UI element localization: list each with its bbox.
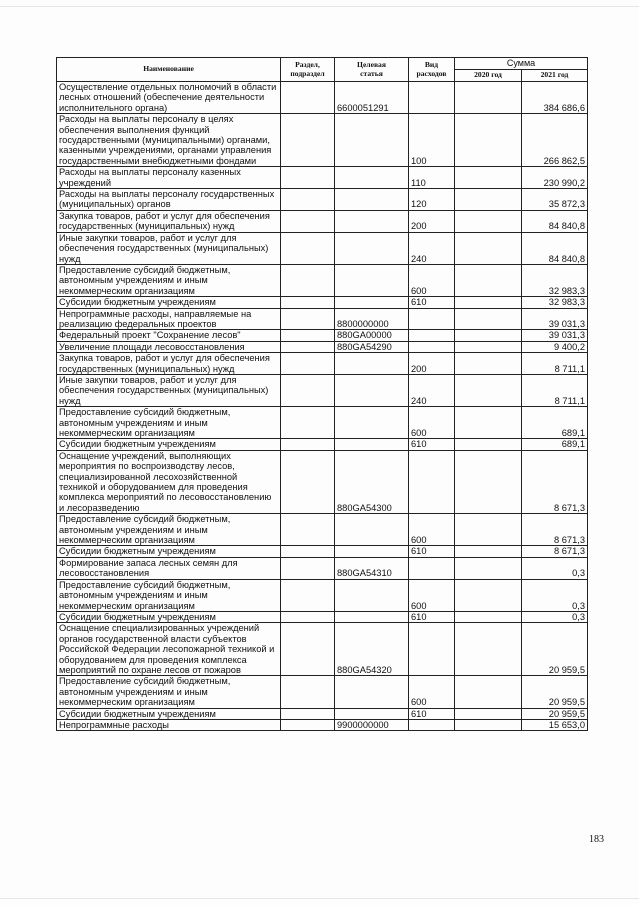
row-2020-cell bbox=[455, 167, 522, 189]
row-section-cell bbox=[281, 210, 335, 232]
row-target-cell: 880GA54320 bbox=[335, 623, 409, 676]
row-name-cell: Осуществление отдельных полномочий в области лесных отношений (обеспечение деятельности исполнительного органа) bbox=[57, 82, 281, 114]
row-kind-cell: 240 bbox=[409, 232, 455, 264]
row-kind-cell bbox=[409, 82, 455, 114]
row-name-cell: Предоставление субсидий бюджетным, автономным учреждениям и иным некоммерческим организациям bbox=[57, 407, 281, 439]
row-2021-cell: 39 031,3 bbox=[522, 308, 588, 330]
row-2021-cell: 0,3 bbox=[522, 557, 588, 579]
row-target-cell: 880GA54310 bbox=[335, 557, 409, 579]
row-target-cell bbox=[335, 407, 409, 439]
row-kind-cell bbox=[409, 623, 455, 676]
row-section-cell bbox=[281, 514, 335, 546]
row-kind-cell bbox=[409, 450, 455, 513]
row-target-cell bbox=[335, 546, 409, 557]
row-2021-cell: 689,1 bbox=[522, 407, 588, 439]
row-target-cell bbox=[335, 264, 409, 296]
row-target-cell bbox=[335, 708, 409, 719]
row-name-cell: Субсидии бюджетным учреждениям bbox=[57, 439, 281, 450]
row-2021-cell: 35 872,3 bbox=[522, 189, 588, 211]
table-row bbox=[57, 611, 588, 622]
row-kind-cell: 600 bbox=[409, 407, 455, 439]
row-2020-cell bbox=[455, 264, 522, 296]
row-name-cell: Оснащение учреждений, выполняющих мероприятия по воспроизводству лесов, специализированной лесохозяйственной техникой и оборудованием для проведения комплекса мероприятий по лесовосстановлению и лесоразведению bbox=[57, 450, 281, 513]
row-2020-cell bbox=[455, 297, 522, 308]
row-kind-cell bbox=[409, 330, 455, 341]
row-name-cell: Непрограммные расходы, направляемые на реализацию федеральных проектов bbox=[57, 308, 281, 330]
row-section-cell bbox=[281, 374, 335, 406]
row-2021-cell: 20 959,5 bbox=[522, 708, 588, 719]
row-target-cell bbox=[335, 374, 409, 406]
scan-edge-bottom bbox=[0, 898, 639, 899]
row-section-cell bbox=[281, 450, 335, 513]
table-row bbox=[57, 264, 588, 296]
row-target-cell bbox=[335, 353, 409, 375]
table-row bbox=[57, 210, 588, 232]
table-row bbox=[57, 579, 588, 611]
row-target-cell: 9900000000 bbox=[335, 719, 409, 730]
row-2021-cell: 15 653,0 bbox=[522, 719, 588, 730]
row-2021-cell: 32 983,3 bbox=[522, 297, 588, 308]
row-2020-cell bbox=[455, 557, 522, 579]
row-section-cell bbox=[281, 611, 335, 622]
row-2021-cell: 8 711,1 bbox=[522, 353, 588, 375]
row-2021-cell: 9 400,2 bbox=[522, 341, 588, 352]
row-section-cell bbox=[281, 407, 335, 439]
row-2020-cell bbox=[455, 719, 522, 730]
row-2020-cell bbox=[455, 514, 522, 546]
row-2020-cell bbox=[455, 189, 522, 211]
scan-edge-top bbox=[0, 6, 639, 7]
row-kind-cell: 600 bbox=[409, 579, 455, 611]
row-name-cell: Формирование запаса лесных семян для лесовосстановления bbox=[57, 557, 281, 579]
row-section-cell bbox=[281, 439, 335, 450]
row-kind-cell: 200 bbox=[409, 210, 455, 232]
row-name-cell: Предоставление субсидий бюджетным, автономным учреждениям и иным некоммерческим организациям bbox=[57, 264, 281, 296]
table-row bbox=[57, 623, 588, 676]
row-name-cell: Иные закупки товаров, работ и услуг для обеспечения государственных (муниципальных) нужд bbox=[57, 232, 281, 264]
row-2020-cell bbox=[455, 353, 522, 375]
table-row bbox=[57, 232, 588, 264]
row-kind-cell: 110 bbox=[409, 167, 455, 189]
row-kind-cell: 610 bbox=[409, 297, 455, 308]
row-name-cell: Субсидии бюджетным учреждениям bbox=[57, 708, 281, 719]
row-2020-cell bbox=[455, 546, 522, 557]
row-2021-cell: 8 671,3 bbox=[522, 546, 588, 557]
header-sum: Сумма bbox=[455, 58, 588, 70]
row-kind-cell bbox=[409, 308, 455, 330]
row-kind-cell: 610 bbox=[409, 611, 455, 622]
row-2020-cell bbox=[455, 708, 522, 719]
row-name-cell: Закупка товаров, работ и услуг для обеспечения государственных (муниципальных) нужд bbox=[57, 210, 281, 232]
row-section-cell bbox=[281, 719, 335, 730]
row-name-cell: Федеральный проект "Сохранение лесов" bbox=[57, 330, 281, 341]
row-name-cell: Предоставление субсидий бюджетным, автономным учреждениям и иным некоммерческим организациям bbox=[57, 579, 281, 611]
row-kind-cell bbox=[409, 557, 455, 579]
row-2021-cell: 84 840,8 bbox=[522, 232, 588, 264]
row-target-cell bbox=[335, 114, 409, 167]
row-kind-cell: 120 bbox=[409, 189, 455, 211]
row-2021-cell: 84 840,8 bbox=[522, 210, 588, 232]
row-name-cell: Предоставление субсидий бюджетным, автономным учреждениям и иным некоммерческим организациям bbox=[57, 676, 281, 708]
row-section-cell bbox=[281, 546, 335, 557]
table-row bbox=[57, 82, 588, 114]
row-section-cell bbox=[281, 557, 335, 579]
row-kind-cell: 240 bbox=[409, 374, 455, 406]
row-target-cell bbox=[335, 232, 409, 264]
row-target-cell bbox=[335, 579, 409, 611]
row-target-cell: 6600051291 bbox=[335, 82, 409, 114]
row-target-cell bbox=[335, 210, 409, 232]
row-kind-cell: 610 bbox=[409, 708, 455, 719]
row-2020-cell bbox=[455, 611, 522, 622]
table-row bbox=[57, 719, 588, 730]
row-kind-cell: 600 bbox=[409, 514, 455, 546]
header-2020: 2020 год bbox=[455, 70, 522, 82]
row-2020-cell bbox=[455, 330, 522, 341]
row-name-cell: Увеличение площади лесовосстановления bbox=[57, 341, 281, 352]
row-target-cell bbox=[335, 676, 409, 708]
row-section-cell bbox=[281, 330, 335, 341]
row-target-cell bbox=[335, 611, 409, 622]
row-2020-cell bbox=[455, 114, 522, 167]
table-row bbox=[57, 114, 588, 167]
row-name-cell: Закупка товаров, работ и услуг для обеспечения государственных (муниципальных) нужд bbox=[57, 353, 281, 375]
row-kind-cell bbox=[409, 341, 455, 352]
row-2020-cell bbox=[455, 210, 522, 232]
header-2021: 2021 год bbox=[522, 70, 588, 82]
row-section-cell bbox=[281, 297, 335, 308]
row-2021-cell: 689,1 bbox=[522, 439, 588, 450]
table-row bbox=[57, 353, 588, 375]
row-2020-cell bbox=[455, 374, 522, 406]
row-section-cell bbox=[281, 353, 335, 375]
header-section: Раздел, подраздел bbox=[281, 58, 335, 82]
row-2020-cell bbox=[455, 341, 522, 352]
row-name-cell: Расходы на выплаты персоналу в целях обеспечения выполнения функций государственными (муниципальными) органами, казенными учреждениями, органами управления государственными внебюджетными фондами bbox=[57, 114, 281, 167]
header-kind: Вид расходов bbox=[409, 58, 455, 82]
row-2021-cell: 230 990,2 bbox=[522, 167, 588, 189]
row-2020-cell bbox=[455, 450, 522, 513]
row-2021-cell: 384 686,6 bbox=[522, 82, 588, 114]
table-row bbox=[57, 297, 588, 308]
table-row bbox=[57, 676, 588, 708]
row-name-cell: Иные закупки товаров, работ и услуг для обеспечения государственных (муниципальных) нужд bbox=[57, 374, 281, 406]
row-2020-cell bbox=[455, 308, 522, 330]
table-row bbox=[57, 374, 588, 406]
row-section-cell bbox=[281, 708, 335, 719]
row-2021-cell: 8 671,3 bbox=[522, 450, 588, 513]
row-name-cell: Непрограммные расходы bbox=[57, 719, 281, 730]
row-kind-cell bbox=[409, 719, 455, 730]
row-name-cell: Расходы на выплаты персоналу государственных (муниципальных) органов bbox=[57, 189, 281, 211]
row-section-cell bbox=[281, 308, 335, 330]
row-2021-cell: 39 031,3 bbox=[522, 330, 588, 341]
row-section-cell bbox=[281, 232, 335, 264]
row-target-cell bbox=[335, 439, 409, 450]
row-section-cell bbox=[281, 341, 335, 352]
row-section-cell bbox=[281, 167, 335, 189]
row-target-cell: 8800000000 bbox=[335, 308, 409, 330]
row-kind-cell: 100 bbox=[409, 114, 455, 167]
table-row bbox=[57, 308, 588, 330]
row-section-cell bbox=[281, 579, 335, 611]
row-2020-cell bbox=[455, 623, 522, 676]
table-row bbox=[57, 450, 588, 513]
budget-table bbox=[56, 57, 588, 731]
row-section-cell bbox=[281, 114, 335, 167]
row-2020-cell bbox=[455, 676, 522, 708]
table-row bbox=[57, 407, 588, 439]
table-row bbox=[57, 557, 588, 579]
row-kind-cell: 610 bbox=[409, 546, 455, 557]
table-row bbox=[57, 708, 588, 719]
row-2020-cell bbox=[455, 439, 522, 450]
row-target-cell: 880GA00000 bbox=[335, 330, 409, 341]
table-body bbox=[57, 82, 588, 731]
row-2021-cell: 8 711,1 bbox=[522, 374, 588, 406]
row-target-cell bbox=[335, 189, 409, 211]
row-name-cell: Субсидии бюджетным учреждениям bbox=[57, 297, 281, 308]
row-2020-cell bbox=[455, 579, 522, 611]
row-kind-cell: 610 bbox=[409, 439, 455, 450]
row-section-cell bbox=[281, 623, 335, 676]
row-target-cell bbox=[335, 297, 409, 308]
row-2020-cell bbox=[455, 82, 522, 114]
table-row bbox=[57, 189, 588, 211]
row-2020-cell bbox=[455, 232, 522, 264]
row-2021-cell: 8 671,3 bbox=[522, 514, 588, 546]
row-name-cell: Субсидии бюджетным учреждениям bbox=[57, 546, 281, 557]
row-name-cell: Субсидии бюджетным учреждениям bbox=[57, 611, 281, 622]
row-2021-cell: 32 983,3 bbox=[522, 264, 588, 296]
row-target-cell: 880GA54290 bbox=[335, 341, 409, 352]
row-target-cell bbox=[335, 514, 409, 546]
row-name-cell: Предоставление субсидий бюджетным, автономным учреждениям и иным некоммерческим организациям bbox=[57, 514, 281, 546]
row-section-cell bbox=[281, 82, 335, 114]
header-name: Наименование bbox=[57, 58, 281, 82]
row-section-cell bbox=[281, 264, 335, 296]
row-section-cell bbox=[281, 676, 335, 708]
row-name-cell: Оснащение специализированных учреждений органов государственной власти субъектов Российской Федерации лесопожарной техникой и оборудованием для проведения комплекса мероприятий по охране лесов от пожаров bbox=[57, 623, 281, 676]
table-row bbox=[57, 341, 588, 352]
row-kind-cell: 200 bbox=[409, 353, 455, 375]
row-section-cell bbox=[281, 189, 335, 211]
table-header bbox=[57, 58, 588, 82]
table-row bbox=[57, 439, 588, 450]
table-row bbox=[57, 514, 588, 546]
row-2021-cell: 0,3 bbox=[522, 611, 588, 622]
row-2021-cell: 0,3 bbox=[522, 579, 588, 611]
table-row bbox=[57, 546, 588, 557]
row-target-cell: 880GA54300 bbox=[335, 450, 409, 513]
header-target: Целевая статья bbox=[335, 58, 409, 82]
row-2021-cell: 20 959,5 bbox=[522, 676, 588, 708]
row-2021-cell: 266 862,5 bbox=[522, 114, 588, 167]
table-row bbox=[57, 167, 588, 189]
row-kind-cell: 600 bbox=[409, 676, 455, 708]
table-row bbox=[57, 330, 588, 341]
row-kind-cell: 600 bbox=[409, 264, 455, 296]
page-number: 183 bbox=[589, 834, 604, 845]
row-2020-cell bbox=[455, 407, 522, 439]
row-target-cell bbox=[335, 167, 409, 189]
row-name-cell: Расходы на выплаты персоналу казенных учреждений bbox=[57, 167, 281, 189]
row-2021-cell: 20 959,5 bbox=[522, 623, 588, 676]
